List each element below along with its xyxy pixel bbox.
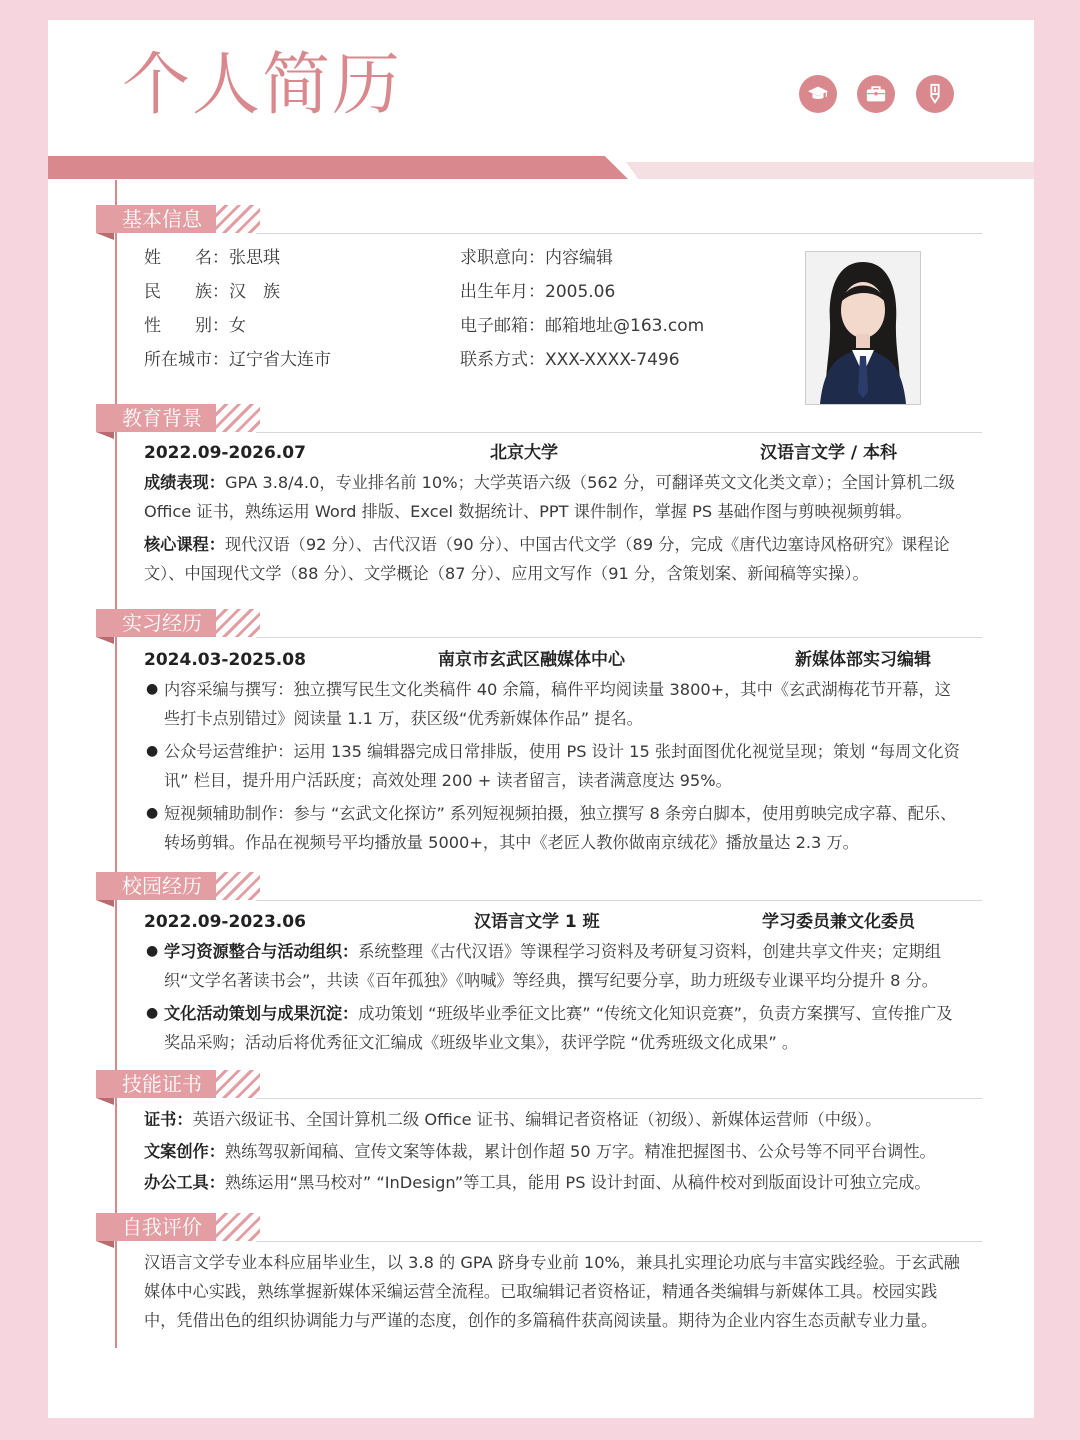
city-label: 所在城市：	[144, 350, 229, 370]
section-rule	[256, 637, 982, 638]
campus-bullet	[144, 999, 962, 1057]
section-stripes	[214, 1070, 260, 1098]
campus-bullet-text: 系统整理《古代汉语》等课程学习资料及考研复习资料，创建共享文件夹；定期组织“文学名著读书会”，共读《百年孤独》《呐喊》等经典，撰写纪要分享，助力班级专业课平均分提升 8 分。	[164, 942, 941, 990]
campus-role: 学习委员兼文化委员	[762, 912, 915, 932]
section-fold	[96, 1241, 114, 1248]
intern-bullet-text: 内容采编与撰写：独立撰写民生文化类稿件 40 余篇，稿件平均阅读量 3800+，其中《玄武湖梅花节开幕，这些打卡点别错过》阅读量 1.1 万，获区级“优秀新媒体作品” 提名。	[164, 680, 951, 728]
city-value: 辽宁省大连市	[229, 350, 331, 370]
email-label: 电子邮箱：	[460, 316, 545, 336]
edu-courses-label: 核心课程：	[144, 535, 225, 554]
campus-bullet-text: 成功策划 “班级毕业季征文比赛” “传统文化知识竞赛”，负责方案撰写、宣传推广及奖品采购；活动后将优秀征文汇编成《班级毕业文集》，获评学院 “优秀班级文化成果” 。	[164, 1004, 953, 1052]
section-education-header	[96, 404, 982, 444]
skill-text: 熟练驾驭新闻稿、宣传文案等体裁，累计创作超 50 万字。精准把握图书、公众号等不同平台调性。	[224, 1142, 936, 1161]
intern-period: 2024.03-2025.08	[144, 650, 306, 670]
email-row	[460, 316, 704, 336]
section-fold	[96, 900, 114, 907]
birth-row	[460, 282, 615, 302]
edu-grades-label: 成绩表现：	[144, 473, 225, 492]
intern-bullet	[144, 799, 962, 857]
city-row	[144, 350, 331, 370]
section-stripes	[214, 872, 260, 900]
intent-value: 内容编辑	[545, 248, 613, 268]
section-fold	[96, 233, 114, 240]
intern-role: 新媒体部实习编辑	[795, 650, 931, 670]
edu-courses	[144, 530, 962, 588]
bullet-dot-icon: ●	[146, 681, 159, 697]
ethnic-row	[144, 282, 280, 302]
section-fold	[96, 637, 114, 644]
ethnic-label: 民 族：	[144, 282, 229, 302]
section-fold	[96, 1098, 114, 1105]
phone-row	[460, 350, 680, 370]
intent-label: 求职意向：	[460, 248, 545, 268]
section-title: 基本信息	[96, 205, 216, 233]
skill-label: 证书：	[144, 1110, 193, 1129]
intern-bullet-text: 公众号运营维护：运用 135 编辑器完成日常排版，使用 PS 设计 15 张封面图优化视觉呈现；策划 “每周文化资讯” 栏目，提升用户活跃度；高效处理 200 + 读者留言，读者满意度达 95%。	[164, 742, 960, 790]
name-row	[144, 248, 280, 268]
section-stripes	[214, 404, 260, 432]
edu-courses-text: 现代汉语（92 分）、古代汉语（90 分）、中国古代文学（89 分，完成《唐代边塞诗风格研究》课程论文）、中国现代文学（88 分）、文学概论（87 分）、应用文写作（91 分，含策划案、新闻稿等实操）。	[144, 535, 950, 583]
section-basic-header	[96, 205, 982, 245]
briefcase-icon	[857, 75, 895, 113]
skill-label: 办公工具：	[144, 1173, 225, 1192]
email-value: 邮箱地址@163.com	[545, 316, 705, 336]
self-eval-text: 汉语言文学专业本科应届毕业生，以 3.8 的 GPA 跻身专业前 10%，兼具扎实理论功底与丰富实践经验。于玄武融媒体中心实践，熟练掌握新媒体采编运营全流程。已取编辑记者资格证，精通各类编辑与新媒体工具。校园实践中，凭借出色的组织协调能力与严谨的态度，创作的多篇稿件获高阅读量。期待为企业内容生态贡献专业力量。	[144, 1253, 960, 1330]
profile-photo	[805, 251, 921, 405]
birth-label: 出生年月：	[460, 282, 545, 302]
section-title: 自我评价	[96, 1213, 216, 1241]
birth-value: 2005.06	[545, 282, 616, 302]
section-stripes	[214, 1213, 260, 1241]
section-rule	[256, 1098, 982, 1099]
skill-item	[144, 1137, 962, 1166]
section-stripes	[214, 609, 260, 637]
edu-major: 汉语言文学 / 本科	[760, 443, 898, 463]
gender-label: 性 别：	[144, 316, 229, 336]
edu-period: 2022.09-2026.07	[144, 443, 306, 463]
edu-grades	[144, 468, 962, 526]
bullet-dot-icon: ●	[146, 805, 159, 821]
intern-bullet-text: 短视频辅助制作：参与 “玄武文化探访” 系列短视频拍摄，独立撰写 8 条旁白脚本，使用剪映完成字幕、配乐、转场剪辑。作品在视频号平均播放量 5000+，其中《老匠人教你做南京绒花》播放量达 2.3 万。	[164, 804, 957, 852]
pencil-icon	[916, 75, 954, 113]
campus-period: 2022.09-2023.06	[144, 912, 306, 932]
edu-grades-text: GPA 3.8/4.0，专业排名前 10%；大学英语六级（562 分，可翻译英文文化类文章）；全国计算机二级 Office 证书，熟练运用 Word 排版、Excel 数据统计、PPT 课件制作，掌握 PS 基础作图与剪映视频剪辑。	[144, 473, 955, 521]
section-title: 校园经历	[96, 872, 216, 900]
timeline-line	[115, 180, 117, 1348]
section-internship-header	[96, 609, 982, 649]
skill-item	[144, 1105, 962, 1134]
campus-org: 汉语言文学 1 班	[474, 912, 600, 932]
skill-item	[144, 1168, 962, 1197]
bullet-dot-icon: ●	[146, 743, 159, 759]
ethnic-value: 汉 族	[229, 282, 280, 302]
section-rule	[256, 432, 982, 433]
section-title: 教育背景	[96, 404, 216, 432]
campus-bullet	[144, 937, 962, 995]
bullet-dot-icon: ●	[146, 1005, 159, 1021]
campus-bullet-label: 学习资源整合与活动组织：	[164, 942, 359, 961]
name-value: 张思琪	[229, 248, 280, 268]
section-title: 实习经历	[96, 609, 216, 637]
intern-org: 南京市玄武区融媒体中心	[438, 650, 625, 670]
section-title: 技能证书	[96, 1070, 216, 1098]
intern-bullet	[144, 675, 962, 733]
phone-value: XXX-XXXX-7496	[545, 350, 680, 370]
header-band	[48, 156, 628, 179]
section-fold	[96, 432, 114, 439]
header-band-light	[626, 162, 1034, 179]
graduation-cap-icon	[799, 75, 837, 113]
section-stripes	[214, 205, 260, 233]
edu-school: 北京大学	[490, 443, 558, 463]
page-title: 个人简历	[122, 46, 403, 125]
section-campus-header	[96, 872, 982, 912]
section-rule	[256, 1241, 982, 1242]
intern-bullet	[144, 737, 962, 795]
gender-value: 女	[229, 316, 246, 336]
name-label: 姓 名：	[144, 248, 229, 268]
intent-row	[460, 248, 613, 268]
campus-bullet-label: 文化活动策划与成果沉淀：	[164, 1004, 359, 1023]
section-self-eval-header	[96, 1213, 982, 1253]
phone-label: 联系方式：	[460, 350, 545, 370]
skill-label: 文案创作：	[144, 1142, 225, 1161]
section-skills-header	[96, 1070, 982, 1110]
bullet-dot-icon: ●	[146, 943, 159, 959]
skill-text: 熟练运用“黑马校对” “InDesign”等工具，能用 PS 设计封面、从稿件校对到版面设计可独立完成。	[224, 1173, 931, 1192]
section-rule	[256, 233, 982, 234]
gender-row	[144, 316, 246, 336]
skill-text: 英语六级证书、全国计算机二级 Office 证书、编辑记者资格证（初级）、新媒体运营师（中级）。	[192, 1110, 882, 1129]
section-rule	[256, 900, 982, 901]
